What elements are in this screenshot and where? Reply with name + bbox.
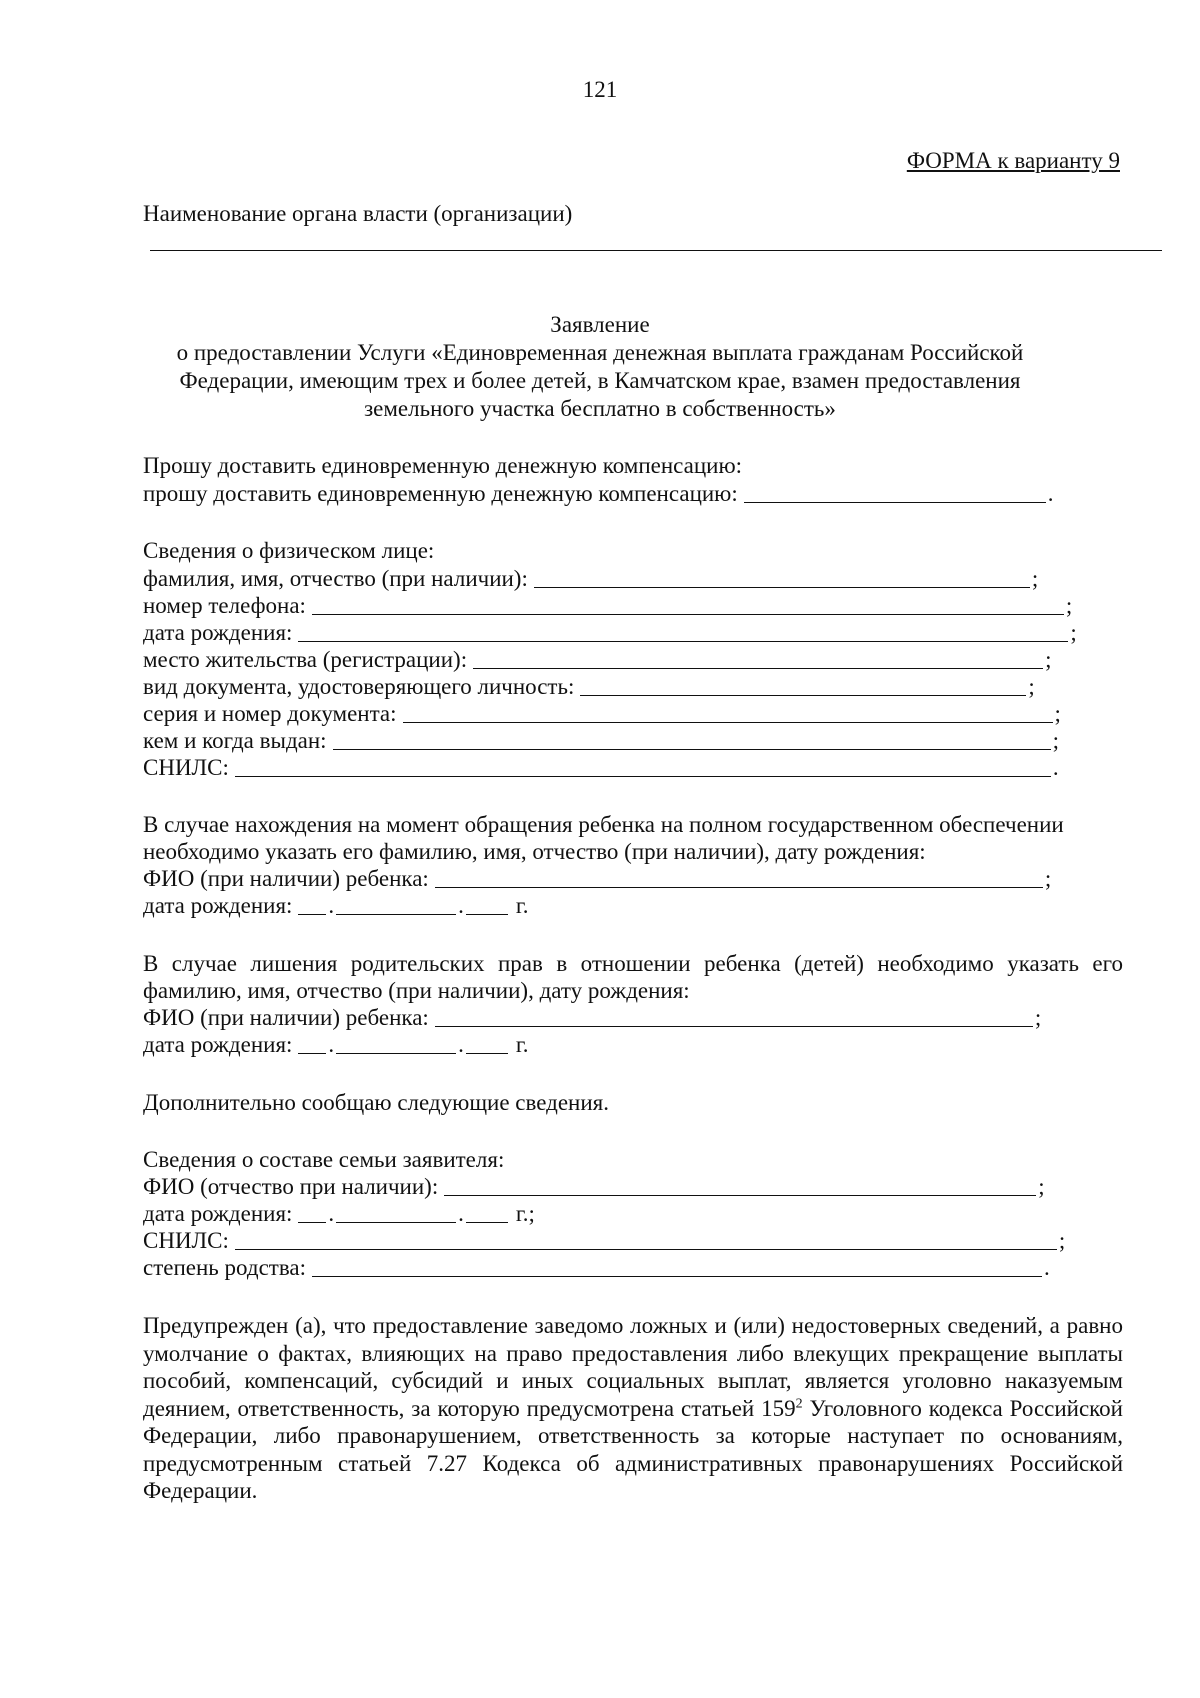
state-care-birth-month[interactable] xyxy=(336,894,456,915)
request-end: . xyxy=(1047,481,1054,506)
person-fio-label: фамилия, имя, отчество (при наличии): xyxy=(143,566,528,591)
person-snils-end: . xyxy=(1052,755,1059,780)
additional-info: Дополнительно сообщаю следующие сведения. xyxy=(143,1090,609,1115)
family-birth-day[interactable] xyxy=(298,1202,326,1223)
deprivation-year-suffix: г. xyxy=(515,1032,529,1057)
person-doc-number-label: серия и номер документа: xyxy=(143,701,397,726)
person-doc-number-end: ; xyxy=(1054,701,1061,726)
family-relation-label: степень родства: xyxy=(143,1255,306,1280)
warning-paragraph xyxy=(143,1312,1123,1505)
deprivation-line-1: В случае лишения родительских прав в отношении ребенка (детей) необходимо указать его xyxy=(143,951,1123,976)
person-doc-type-input[interactable] xyxy=(580,675,1026,696)
family-snils-input[interactable] xyxy=(235,1229,1057,1250)
page-number: 121 xyxy=(582,77,618,102)
person-residence-end: ; xyxy=(1045,647,1052,672)
state-care-line-2: необходимо указать его фамилию, имя, отчество (при наличии), дату рождения: xyxy=(143,839,926,864)
deprivation-birth-day[interactable] xyxy=(298,1033,326,1054)
request-label: прошу доставить единовременную денежную компенсацию: xyxy=(143,481,738,506)
request-line-2 xyxy=(143,480,1054,507)
person-heading: Сведения о физическом лице: xyxy=(143,538,435,563)
person-residence-input[interactable] xyxy=(473,648,1043,669)
person-snils-label: СНИЛС: xyxy=(143,755,229,780)
family-birth-month[interactable] xyxy=(336,1202,456,1223)
person-phone-input[interactable] xyxy=(312,594,1064,615)
person-doc-type-end: ; xyxy=(1028,674,1035,699)
person-doc-number-row xyxy=(143,700,1061,727)
state-care-fio-label: ФИО (при наличии) ребенка: xyxy=(143,866,429,891)
family-fio-end: ; xyxy=(1038,1174,1045,1199)
title-line-3: земельного участка бесплатно в собственность» xyxy=(364,396,836,421)
family-year-suffix: г.; xyxy=(515,1201,535,1226)
family-snils-row xyxy=(143,1227,1065,1254)
person-phone-row xyxy=(143,592,1072,619)
title-line-1: о предоставлении Услуги «Единовременная денежная выплата гражданам Российской xyxy=(176,340,1024,365)
person-birth-label: дата рождения: xyxy=(143,620,293,645)
state-care-year-suffix: г. xyxy=(515,893,529,918)
person-birth-input[interactable] xyxy=(298,621,1068,642)
warning-text-2: Уголовного кодекса Российской Федерации, либо правонарушением, ответственность за которые наступает по основаниям, предусмотренным статьей 7.27 Кодекса об административных правонарушениях Российской Федерации. xyxy=(143,1395,1123,1503)
person-issued-end: ; xyxy=(1052,728,1059,753)
state-care-line-1: В случае нахождения на момент обращения ребенка на полном государственном обеспечении xyxy=(143,812,1064,837)
person-birth-row xyxy=(143,619,1077,646)
deprivation-fio-input[interactable] xyxy=(435,1006,1033,1027)
state-care-fio-input[interactable] xyxy=(435,867,1043,888)
family-fio-input[interactable] xyxy=(444,1175,1036,1196)
title-line-2: Федерации, имеющим трех и более детей, в Камчатском крае, взамен предоставления xyxy=(179,368,1021,393)
person-snils-row xyxy=(143,754,1059,781)
family-birth-label: дата рождения: xyxy=(143,1201,293,1226)
family-relation-row xyxy=(143,1254,1050,1281)
state-care-birth-label: дата рождения: xyxy=(143,893,293,918)
request-line-1: Прошу доставить единовременную денежную компенсацию: xyxy=(143,453,743,478)
person-issued-input[interactable] xyxy=(333,729,1051,750)
person-issued-label: кем и когда выдан: xyxy=(143,728,327,753)
family-relation-input[interactable] xyxy=(312,1256,1042,1277)
state-care-fio-row xyxy=(143,865,1051,892)
deprivation-birth-label: дата рождения: xyxy=(143,1032,293,1057)
person-doc-type-label: вид документа, удостоверяющего личность: xyxy=(143,674,575,699)
person-fio-input[interactable] xyxy=(534,567,1030,588)
deprivation-birth-year[interactable] xyxy=(466,1033,508,1054)
family-birth-row: дата рождения: . . г.; xyxy=(143,1201,535,1226)
person-phone-end: ; xyxy=(1065,593,1073,618)
person-doc-type-row xyxy=(143,673,1035,700)
person-doc-number-input[interactable] xyxy=(403,702,1053,723)
person-issued-row xyxy=(143,727,1059,754)
person-birth-end: ; xyxy=(1070,620,1077,645)
person-fio-row xyxy=(143,565,1038,592)
form-label: ФОРМА к варианту 9 xyxy=(906,148,1120,173)
family-fio-row xyxy=(143,1173,1045,1200)
document-heading: Заявление xyxy=(550,312,650,337)
person-residence-row xyxy=(143,646,1051,673)
state-care-birth-row: дата рождения: . . г. xyxy=(143,893,529,918)
state-care-birth-year[interactable] xyxy=(466,894,508,915)
deprivation-fio-label: ФИО (при наличии) ребенка: xyxy=(143,1005,429,1030)
person-fio-end: ; xyxy=(1031,566,1039,591)
person-residence-label: место жительства (регистрации): xyxy=(143,647,468,672)
family-relation-end: . xyxy=(1044,1255,1050,1280)
deprivation-fio-row xyxy=(143,1004,1041,1031)
family-snils-label: СНИЛС: xyxy=(143,1228,229,1253)
deprivation-line-2: фамилию, имя, отчество (при наличии), дату рождения: xyxy=(143,978,690,1003)
warning-text-1: Предупрежден (а), что предоставление заведомо ложных и (или) недостоверных сведений, а равно умолчание о фактах, влияющих на право предоставления либо влекущих прекращение выплаты пособий, компенсаций, субсидий и иных социальных выплат, является уголовно наказуемым деянием, ответственность, за которую предусмотрена статьей 159 xyxy=(143,1313,1123,1421)
deprivation-birth-month[interactable] xyxy=(336,1033,456,1054)
family-fio-label: ФИО (отчество при наличии): xyxy=(143,1174,439,1199)
person-phone-label: номер телефона: xyxy=(143,593,306,618)
authority-input-line[interactable] xyxy=(150,250,1162,251)
deprivation-fio-end: ; xyxy=(1034,1005,1042,1030)
request-input-line[interactable] xyxy=(744,482,1046,503)
family-heading: Сведения о составе семьи заявителя: xyxy=(143,1147,505,1172)
family-birth-year[interactable] xyxy=(466,1202,508,1223)
state-care-birth-day[interactable] xyxy=(298,894,326,915)
authority-label: Наименование органа власти (организации) xyxy=(143,201,573,226)
family-snils-end: ; xyxy=(1058,1228,1066,1253)
warning-sup: 2 xyxy=(795,1395,803,1411)
state-care-fio-end: ; xyxy=(1044,866,1052,891)
deprivation-birth-row: дата рождения: . . г. xyxy=(143,1032,529,1057)
person-snils-input[interactable] xyxy=(235,756,1051,777)
